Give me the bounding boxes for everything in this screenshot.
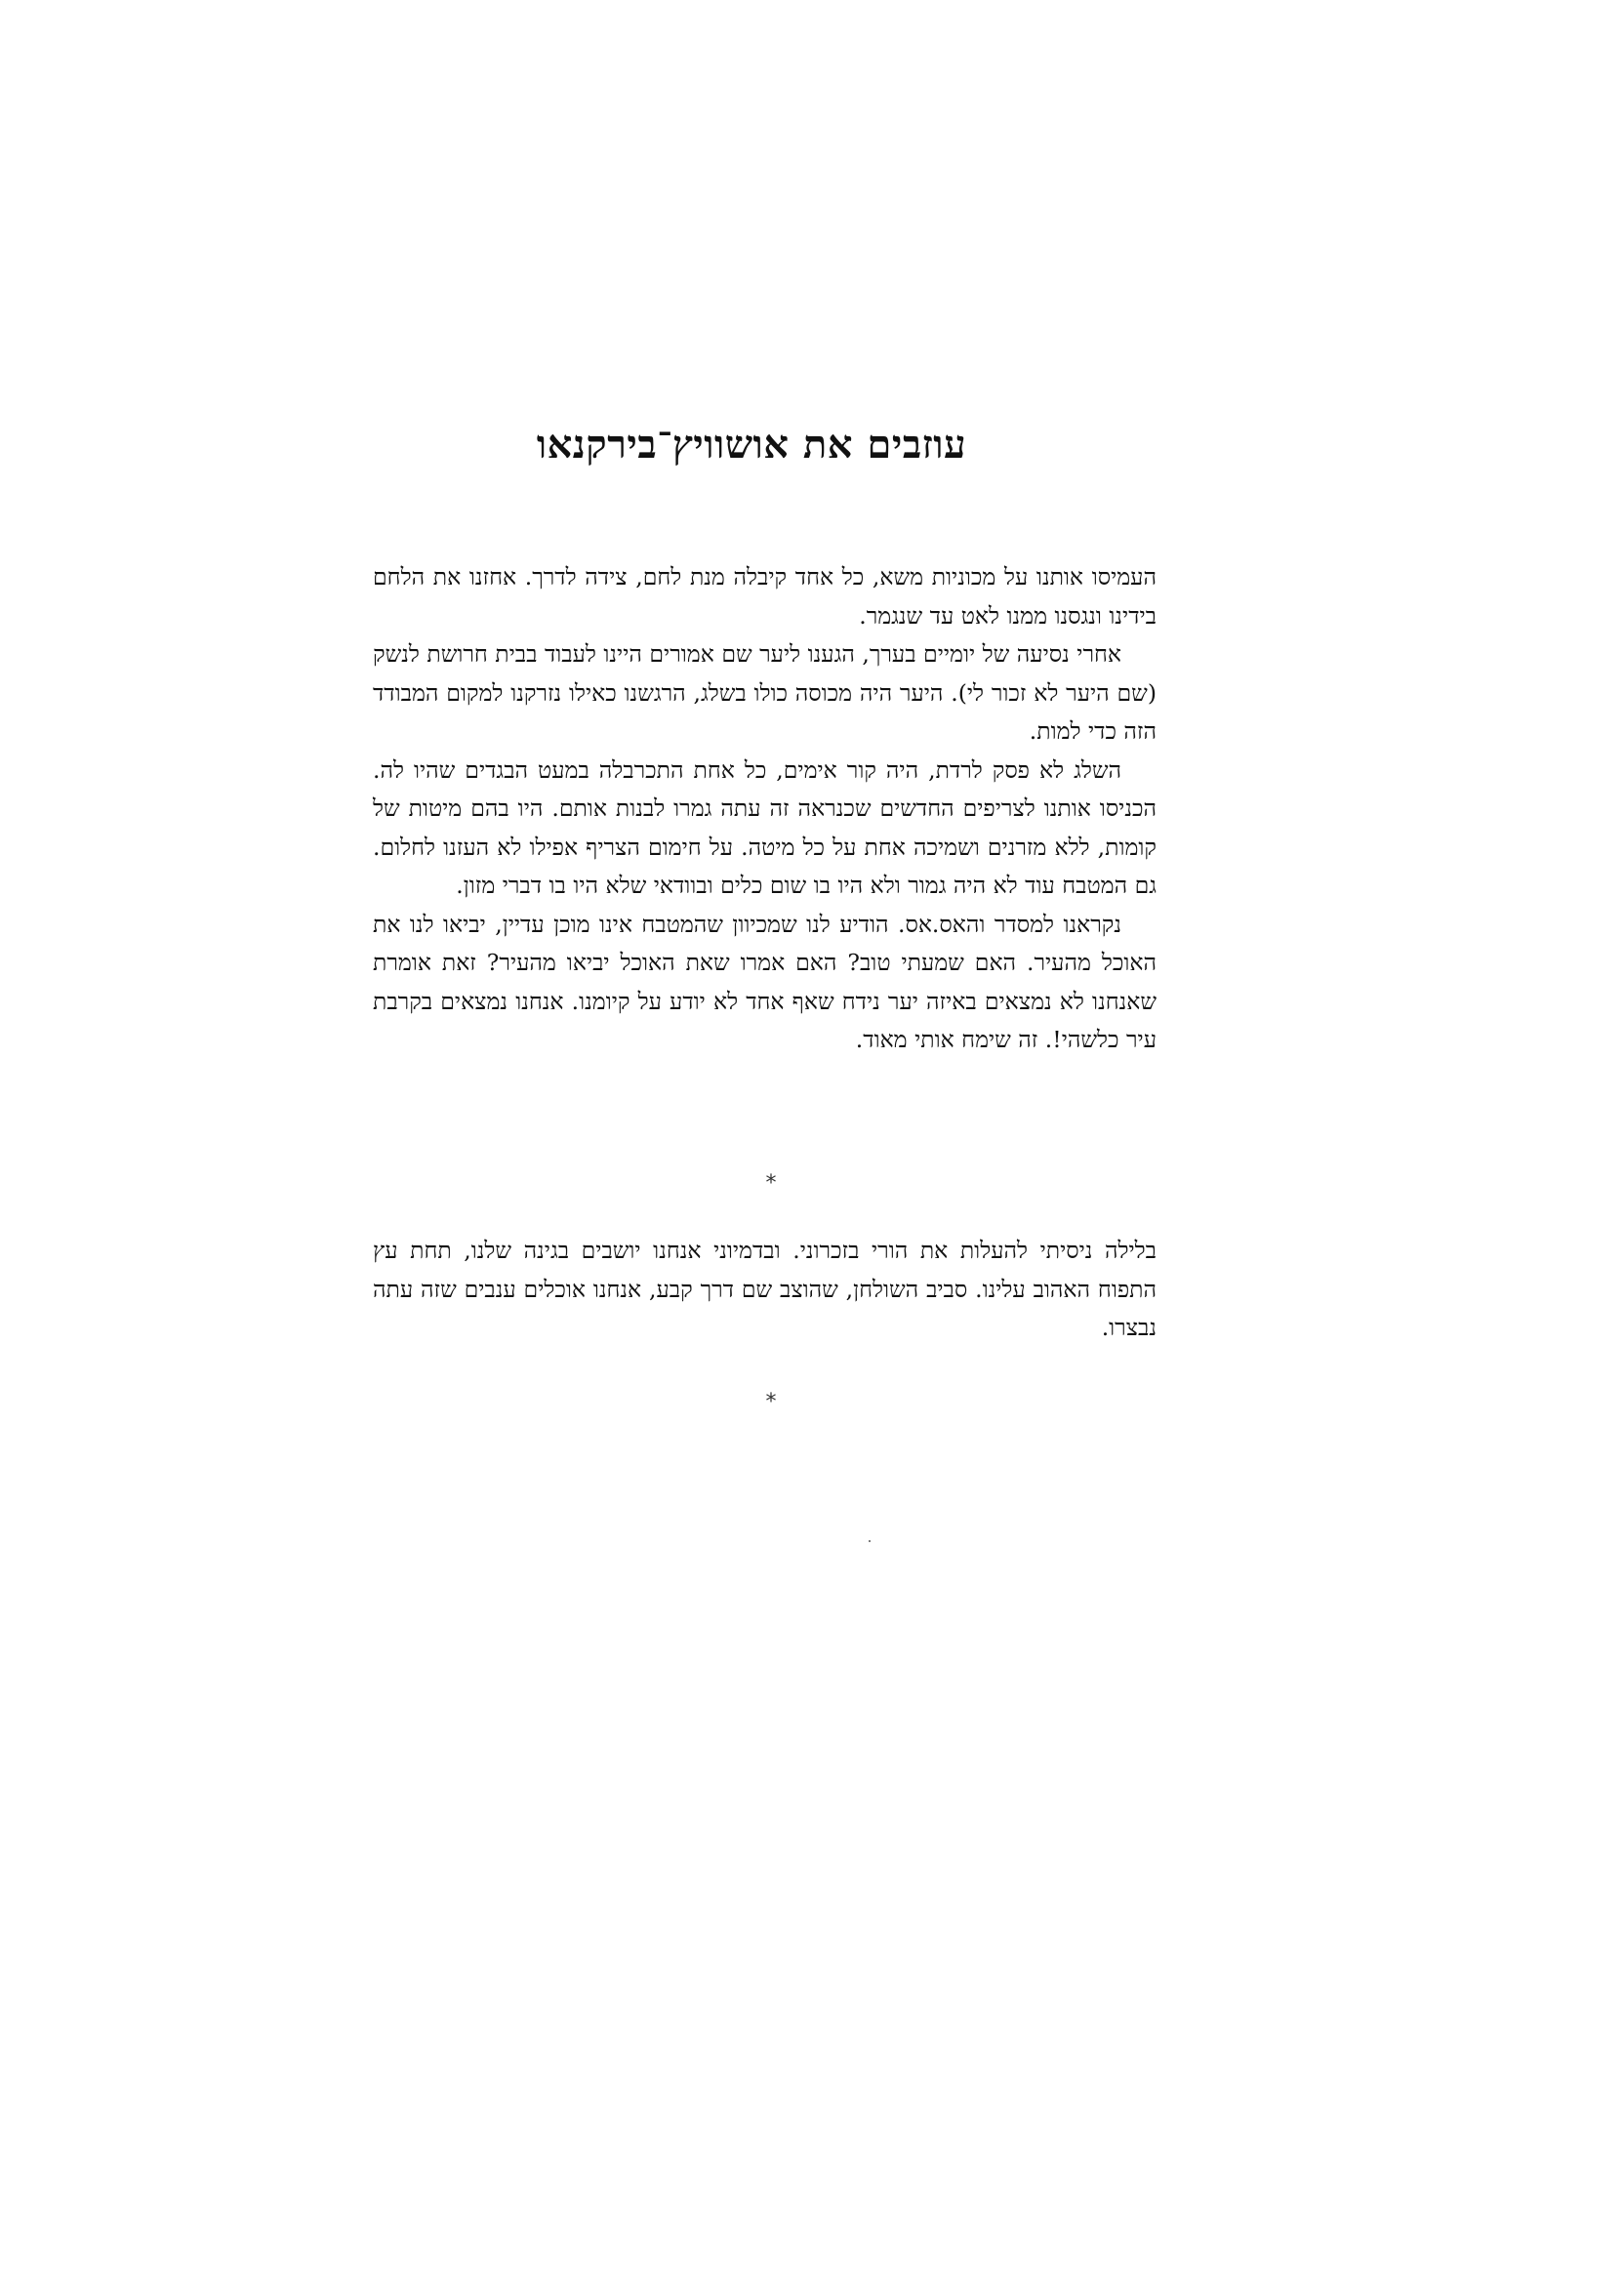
chapter-title: עוזבים את אושוויץ־בירקנאו: [536, 422, 967, 468]
paragraph: אחרי נסיעה של יומיים בערך, הגענו ליער שם אמורים היינו לעבוד בבית חרושת לנשק (שם היער לא זכור לי). היער היה מכוסה כולו בשלג, הרגשנו כאילו נזרקנו למקום המבודד הזה כדי למות.: [373, 640, 1157, 745]
scan-speck: [869, 1540, 871, 1542]
paragraph: העמיסו אותנו על מכוניות משא, כל אחד קיבלה מנת לחם, צידה לדרך. אחזנו את הלחם בידינו ונגסנו ממנו לאט עד שנגמר.: [373, 563, 1157, 630]
section-separator: *: [765, 1390, 777, 1414]
paragraph: נקראנו למסדר והאס.אס. הודיע לנו שמכיוון שהמטבח אינו מוכן עדיין, יביאו לנו את האוכל מהעיר. האם שמעתי טוב? האם אמרו שאת האוכל יביאו מהעיר? זאת אומרת שאנחנו לא נמצאים באיזה יער נידח שאף אחד לא יודע על קיומנו. אנחנו נמצאים בקרבת עיר כלשהי!. זה שימח אותי מאוד.: [373, 910, 1157, 1053]
section-2-body: [373, 1232, 1157, 1348]
paragraph: בלילה ניסיתי להעלות את הורי בזכרוני. ובדמיוני אנחנו יושבים בגינה שלנו, תחת עץ התפוח האהוב עלינו. סביב השולחן, שהוצב שם דרך קבע, אנחנו אוכלים ענבים שזה עתה נבצרו.: [373, 1237, 1157, 1341]
section-separator: *: [765, 1171, 777, 1196]
section-1-body: [373, 558, 1157, 1060]
paragraph: השלג לא פסק לרדת, היה קור אימים, כל אחת התכרבלה במעט הבגדים שהיו לה. הכניסו אותנו לצריפים החדשים שכנראה זה עתה גמרו לבנות אותם. היו בהם מיטות של קומות, ללא מזרנים ושמיכה אחת על כל מיטה. על חימום הצריף אפילו לא העזנו לחלום. גם המטבח עוד לא היה גמור ולא היו בו שום כלים ובוודאי שלא היו בו דברי מזון.: [373, 755, 1157, 899]
